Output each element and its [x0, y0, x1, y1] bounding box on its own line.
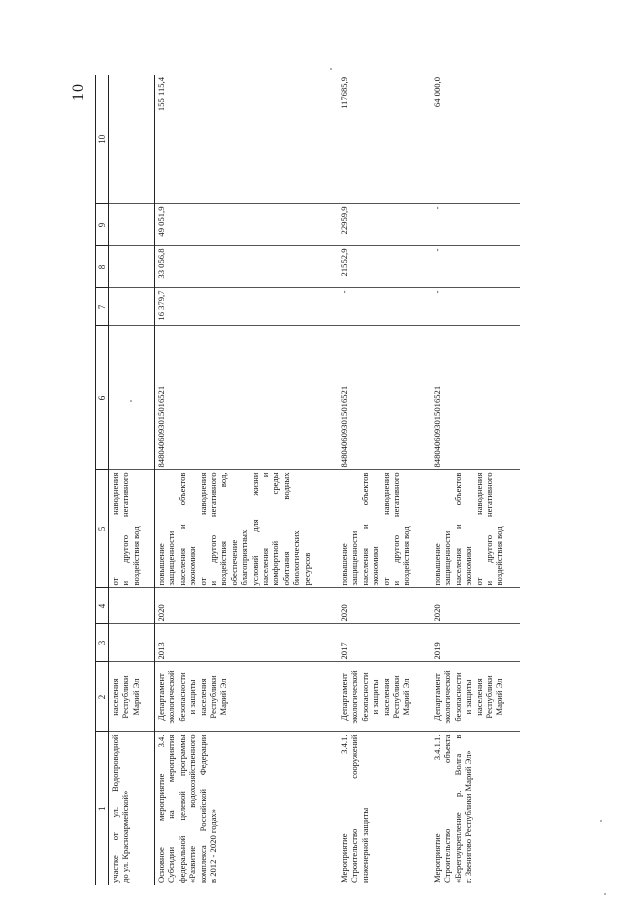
cell-line: Марий Эл [130, 678, 141, 716]
cell-col7: 16 379,7 [155, 288, 339, 326]
cell-line: Департамент [432, 673, 442, 721]
cell-col6 [109, 326, 155, 470]
cell-col10 [109, 75, 155, 204]
col-header-1: 1 [96, 732, 109, 885]
cell-line: благоприятных [239, 529, 250, 586]
col-header-2: 2 [96, 662, 109, 732]
cell-line: Марий Эл [401, 678, 412, 716]
cell-line: и другого негативного [484, 472, 495, 586]
cell-col1 [338, 732, 431, 885]
cell-line: воздействия вод [401, 526, 412, 586]
cell-line: населения [110, 678, 120, 716]
cell-line: Мероприятие 3.4.1.1. [432, 734, 442, 883]
cell-col9: 22959,9 [338, 204, 431, 246]
cell-col2 [338, 662, 431, 732]
cell-line: и защиты [370, 679, 381, 715]
cell-line: и защиты [463, 679, 474, 715]
cell-line: Основное мероприятие 3.4. [156, 734, 166, 883]
cell-line: безопасности [176, 672, 187, 722]
cell-line: Строительство сооружений [349, 734, 360, 883]
cell-col4: 2020 [155, 588, 339, 624]
cell-line: обеспечение [228, 539, 239, 586]
cell-line: ресурсов [301, 552, 312, 586]
cell-line: до ул. Красноармейской» [120, 790, 131, 883]
cell-line: Департамент [156, 673, 166, 721]
cell-line: Республики [120, 675, 131, 719]
cell-line: населения и объектов [359, 472, 370, 586]
cell-col7: - [431, 288, 520, 326]
cell-line: от наводнения [197, 472, 208, 586]
cell-line: Республики [208, 675, 219, 719]
cell-line: условий для жизни [249, 472, 260, 586]
cell-line: Департамент [339, 673, 349, 721]
cell-col6: 84804060930150165​21 [431, 326, 520, 470]
cell-line: экологической [442, 670, 453, 724]
cell-line: воздействия вод [130, 526, 141, 586]
cell-col5 [338, 470, 431, 588]
cell-line: и другого негативного [120, 472, 131, 586]
cell-col6: 84804060930150165​21 [155, 326, 339, 470]
cell-line: защищенности [166, 530, 177, 586]
cell-line: «Берегоукрепление р. Волга в [452, 734, 463, 883]
cell-line: и защиты [187, 679, 198, 715]
cell-line: Республики [484, 675, 495, 719]
cell-col10: 117685,9 [339, 77, 349, 109]
cell-col1 [431, 732, 520, 885]
cell-line: воздействия вод [494, 526, 505, 586]
cell-col5 [109, 470, 155, 588]
header-row [96, 75, 109, 885]
cell-line: экологической [349, 670, 360, 724]
cell-line: обитания водных [280, 472, 291, 586]
cell-line: от наводнения [380, 472, 391, 586]
cell-line: защищенности [349, 530, 360, 586]
cell-col9: - [431, 204, 520, 246]
col-header-7: 7 [96, 288, 109, 326]
cell-col8: 33 056,8 [155, 246, 339, 288]
cell-line: защищенности [442, 530, 453, 586]
cell-col8: 21552,9 [338, 246, 431, 288]
cell-col2 [109, 662, 155, 732]
cell-col7: - [338, 288, 431, 326]
cell-line: экономики [370, 546, 381, 586]
cell-line: безопасности [359, 672, 370, 722]
cell-line: экономики [187, 546, 198, 586]
cell-col7 [109, 288, 155, 326]
cell-line: комфортной среды [270, 472, 281, 586]
cell-line: населения и объектов [452, 472, 463, 586]
col-header-8: 8 [96, 246, 109, 288]
cell-line: Мероприятие 3.4.1. [339, 734, 349, 883]
cell-col1 [109, 732, 155, 885]
cell-line: населения и объектов [176, 472, 187, 586]
cell-line: населения и [260, 472, 271, 586]
cell-line: населения [380, 678, 391, 716]
cell-line: инженерной защиты [359, 807, 370, 883]
cell-col10: 64 000,0 [432, 77, 442, 108]
cell-line: в 2012 - 2020 годах» [208, 808, 219, 883]
rotated-table-frame [70, 75, 505, 885]
col-header-5: 5 [96, 470, 109, 588]
cell-line: безопасности [452, 672, 463, 722]
cell-col10: 155 115,4 [156, 77, 166, 112]
scan-speck [600, 820, 602, 822]
scan-speck [130, 400, 132, 402]
table-row [155, 75, 339, 885]
cell-line: повышение [156, 543, 166, 586]
col-header-4: 4 [96, 588, 109, 624]
cell-line: и другого негативного [208, 472, 219, 586]
col-header-6: 6 [96, 326, 109, 470]
cell-col5 [431, 470, 520, 588]
program-table [95, 75, 520, 885]
cell-col4 [109, 588, 155, 624]
cell-line: повышение [432, 543, 442, 586]
table-row [338, 75, 431, 885]
cell-line: Марий Эл [218, 678, 229, 716]
table-row [431, 75, 520, 885]
cell-col9: 49 051,9 [155, 204, 339, 246]
cell-line: от наводнения [110, 472, 120, 586]
cell-col4: 2020 [338, 588, 431, 624]
cell-line: Субсидии на мероприятия [166, 734, 177, 883]
col-header-9: 9 [96, 204, 109, 246]
cell-line: Марий Эл [494, 678, 505, 716]
cell-col3: 2013 [155, 624, 339, 662]
cell-line: от наводнения [473, 472, 484, 586]
cell-col2 [155, 662, 339, 732]
cell-line: экономики [463, 546, 474, 586]
page-number: 10 [70, 83, 87, 101]
cell-line: экологической [166, 670, 177, 724]
cell-col6: 84804060930150165​21 [338, 326, 431, 470]
cell-col9 [109, 204, 155, 246]
cell-line: населения [473, 678, 484, 716]
cell-line: Республики [391, 675, 402, 719]
cell-col5 [155, 470, 339, 588]
cell-col8 [109, 246, 155, 288]
col-header-10: 10 [96, 75, 109, 204]
scan-speck [604, 893, 606, 895]
cell-line: воздействия вод, [218, 472, 229, 586]
cell-col8: - [431, 246, 520, 288]
col-header-3: 3 [96, 624, 109, 662]
table-row [109, 75, 155, 885]
cell-col3: 2017 [338, 624, 431, 662]
cell-col3: 2019 [431, 624, 520, 662]
cell-line: биологических [291, 530, 302, 586]
cell-line: «Развитие водохозяйственного [187, 734, 198, 883]
cell-col3 [109, 624, 155, 662]
scan-speck [330, 68, 332, 70]
cell-line: г. Звенигово Республики Марий Эл» [463, 750, 474, 883]
cell-col4: 2020 [431, 588, 520, 624]
cell-line: федеральной целевой программы [176, 734, 187, 883]
cell-line: участке от ул. Водопроводной [110, 734, 120, 883]
cell-line: комплекса Российской Федерации [197, 734, 208, 883]
cell-line: населения [197, 678, 208, 716]
cell-col2 [431, 662, 520, 732]
cell-line: повышение [339, 543, 349, 586]
cell-col1 [155, 732, 339, 885]
cell-line: Строительство объекта [442, 734, 453, 883]
cell-line: и другого негативного [391, 472, 402, 586]
